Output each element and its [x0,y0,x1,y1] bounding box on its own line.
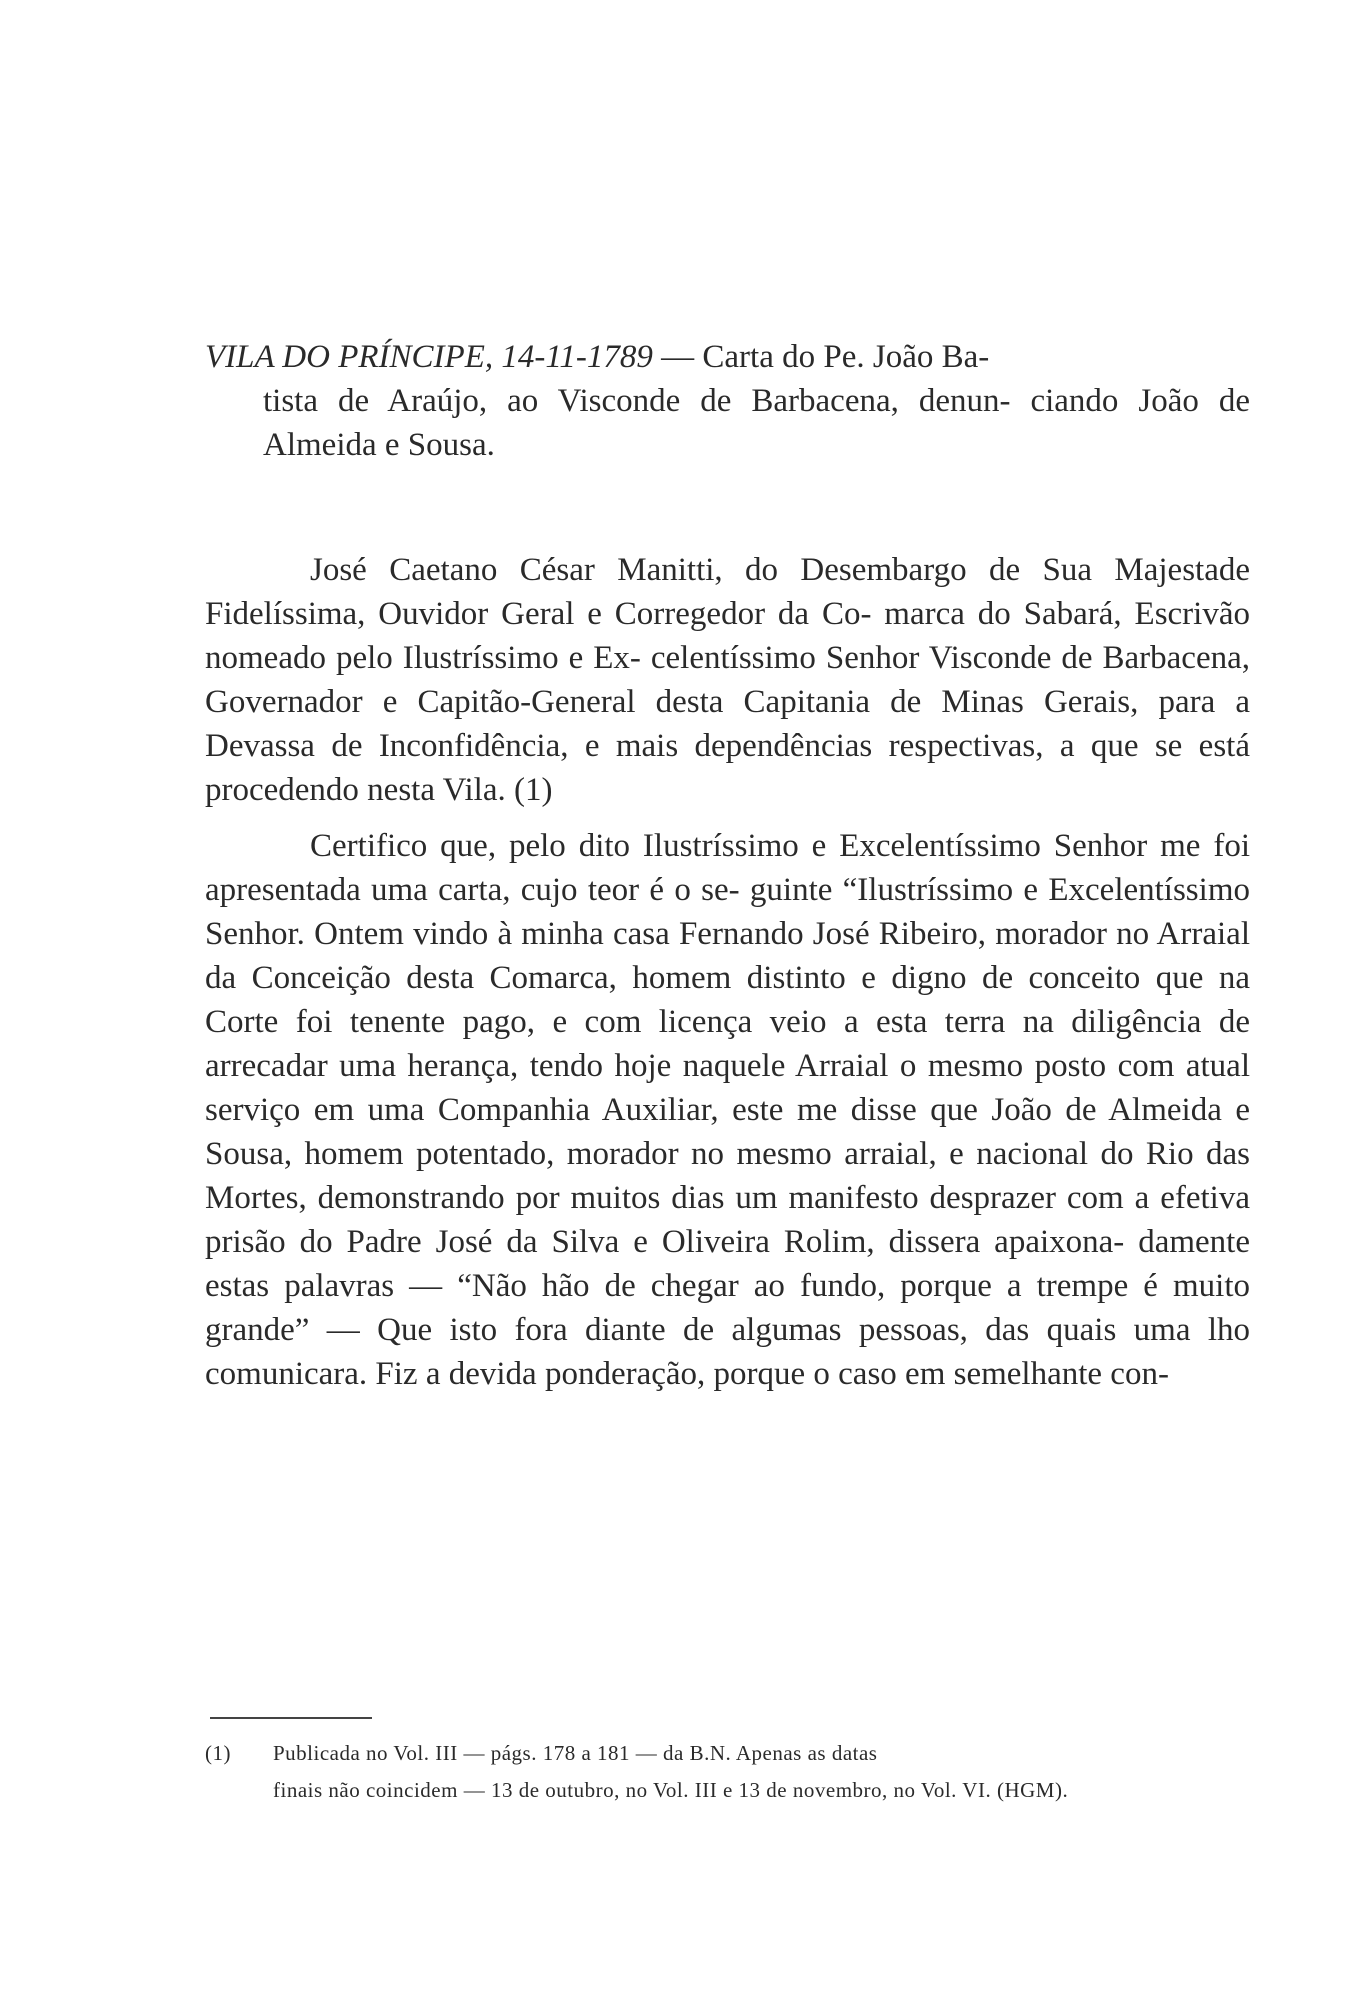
heading-line1-rest: Carta do Pe. João Ba- [702,339,990,375]
heading-continuation: tista de Araújo, ao Visconde de Barbacena, denun- ciando João de Almeida e Sousa. [263,383,1250,463]
footnote-separator [210,1717,372,1719]
document-heading [205,335,1250,467]
paragraph-certifico: Certifico que, pelo dito Ilustríssimo e Excelentíssimo Senhor me foi apresentada uma carta, cujo teor é o se- guinte “Ilustríssimo e Excelentíssimo Senhor. Ontem vindo à minha casa Fernando José Ribeiro, morador no Arraial da Conceição desta Comarca, homem distinto e digno de conceito que na Corte foi tenente pago, e com licença veio a esta terra na diligência de arrecadar uma herança, tendo hoje naquele Arraial o mesmo posto com atual serviço em uma Companhia Auxiliar, este me disse que João de Almeida e Sousa, homem potentado, morador no mesmo arraial, e nacional do Rio das Mortes, demonstrando por muitos dias um manifesto desprazer com a efetiva prisão do Padre José da Silva e Oliveira Rolim, dissera apaixona- damente estas palavras — “Não hão de chegar ao fundo, porque a trempe é muito grande” — Que isto fora diante de algumas pessoas, das quais uma lho comunicara. Fiz a devida ponderação, porque o caso em semelhante con- [205,828,1250,1392]
footnote [205,1735,1245,1809]
footnote-rest: finais não coincidem — 13 de outubro, no Vol. III e 13 de novembro, no Vol. VI. (HGM). [273,1778,1069,1802]
footnote-first-line: Publicada no Vol. III — págs. 178 a 181 — da B.N. Apenas as datas [273,1741,878,1765]
footnote-mark: (1) [205,1741,231,1765]
paragraph-intro: José Caetano César Manitti, do Desembargo de Sua Majestade Fidelíssima, Ouvidor Geral e Corregedor da Co- marca do Sabará, Escrivão nomeado pelo Ilustríssimo e Ex- celentíssimo Senhor Visconde de Barbacena, Governador e Capitão-General desta Capitania de Minas Gerais, para a Devassa de Inconfidência, e mais dependências respectivas, a que se está procedendo nesta Vila. (1) [205,552,1250,808]
heading-place-date: VILA DO PRÍNCIPE, 14-11-1789 [205,339,653,375]
document-body [205,548,1250,1396]
heading-dash: — [661,339,695,375]
